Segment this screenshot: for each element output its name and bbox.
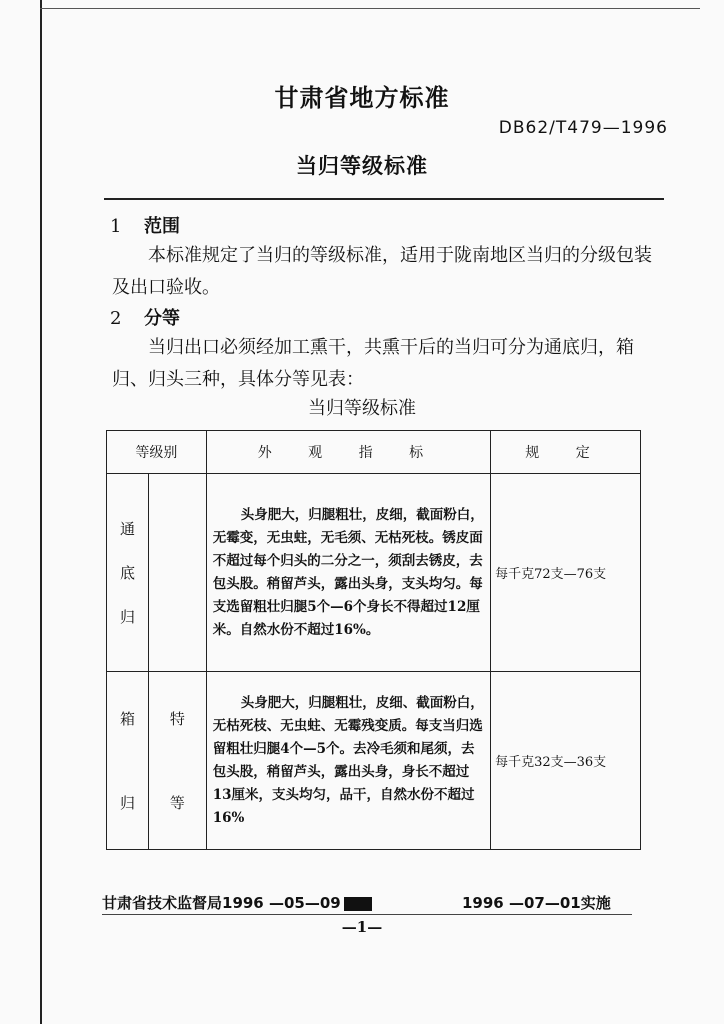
category-cell [107,672,149,850]
category-char: 箱 [119,709,135,728]
section-number: 1 [110,216,122,237]
doc-title: 当归等级标准 [296,154,428,178]
subgrade-cell [148,474,206,672]
section-1-text: 本标准规定了当归的等级标准，适用于陇南地区当归的分级包装及出口验收。 [112,245,652,298]
section-title: 范围 [144,216,180,237]
footer-rule [102,914,632,915]
subgrade-char: 特 [169,709,185,728]
table-row [107,474,641,672]
issuer-date: 甘肃省技术监督局1996 —05—09 [102,894,341,912]
indicator-cell: 头身肥大，归腿粗壮，皮细，截面粉白，无霉变，无虫蛀，无毛须、无枯死枝。锈皮面不超过每个归头的二分之一，须刮去锈皮，去包头股。稍留芦头，露出头身，支头均匀。每支选留粗壮归腿5个—6个身长不得超过12厘米。自然水份不超过16%。 [206,474,490,672]
header-grade: 等级别 [107,431,207,474]
top-edge-line [40,8,700,9]
standard-code: DB62/T479—1996 [498,118,668,138]
title-rule [104,198,664,200]
subgrade-char: 等 [169,793,185,812]
category-char: 底 [119,563,135,582]
category-cell [107,474,149,672]
rule-cell: 每千克32支—36支 [491,672,641,850]
header-rule: 规 定 [491,431,641,474]
header-indicator: 外 观 指 标 [206,431,490,474]
section-title: 分等 [144,308,180,329]
grade-table [106,430,641,850]
category-char: 归 [119,793,135,812]
subgrade-cell [148,672,206,850]
table-row [107,672,641,850]
rule-cell: 每千克72支—76支 [491,474,641,672]
category-char: 通 [119,519,135,538]
issuer-line [102,892,372,913]
section-2-heading [110,304,180,330]
redaction-block [344,897,372,911]
indicator-cell: 头身肥大，归腿粗壮，皮细、截面粉白，无枯死枝、无虫蛀、无霉残变质。每支当归选留粗壮归腿4个—5个。去冷毛须和尾须，去包头股，稍留芦头，露出头身，身长不超过13厘米，支头均匀，品干，自然水份不超过16% [206,672,490,850]
page-number: —1— [341,918,383,936]
section-2-text: 当归出口必须经加工熏干，共熏干后的当归可分为通底归，箱归、归头三种，具体分等见表： [112,337,634,390]
org-title: 甘肃省地方标准 [274,84,450,112]
table-caption: 当归等级标准 [308,398,416,419]
section-number: 2 [110,308,122,329]
section-1-heading [110,212,180,238]
table-header-row [107,431,641,474]
category-char: 归 [119,607,135,626]
implement-date: 1996 —07—01实施 [462,894,611,912]
